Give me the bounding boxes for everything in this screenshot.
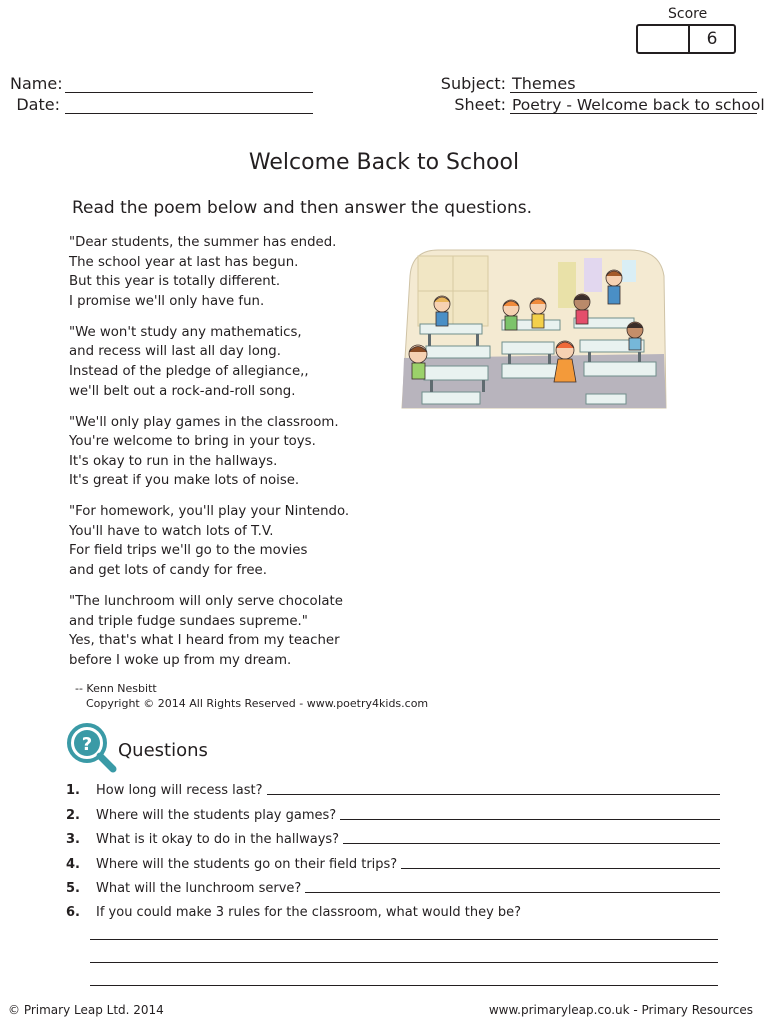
poem-line: and get lots of candy for free. <box>69 563 267 579</box>
poem-line: before I woke up from my dream. <box>69 652 292 668</box>
poem-line: "For homework, you'll play your Nintendo. <box>69 504 350 520</box>
name-field[interactable] <box>65 74 313 93</box>
question-text: If you could make 3 rules for the classroom, what would they be? <box>96 905 522 920</box>
poem-stanza <box>69 502 349 580</box>
poem-line: "We'll only play games in the classroom. <box>69 414 339 430</box>
poem-line: and triple fudge sundaes supreme." <box>69 613 308 629</box>
poem <box>69 233 349 682</box>
question-row <box>66 876 720 896</box>
questions-heading: Questions <box>118 740 208 761</box>
question-text: Where will the students play games? <box>96 808 337 823</box>
question-row <box>66 778 720 798</box>
score-label: Score <box>668 6 708 22</box>
poem-line: and recess will last all day long. <box>69 344 281 360</box>
poem-copyright: Copyright © 2014 All Rights Reserved - www.poetry4kids.com <box>86 697 429 710</box>
poem-line: You're welcome to bring in your toys. <box>69 434 316 450</box>
footer-website: www.primaryleap.co.uk - Primary Resources <box>488 1003 753 1017</box>
subject-value: Themes <box>512 74 576 93</box>
sheet-value: Poetry - Welcome back to school <box>512 96 765 114</box>
question-number: 3. <box>66 832 80 847</box>
score-box <box>636 24 736 54</box>
poem-stanza <box>69 323 349 401</box>
footer-copyright: © Primary Leap Ltd. 2014 <box>8 1003 164 1017</box>
answer-line[interactable] <box>340 819 720 820</box>
answer-line[interactable] <box>305 892 720 893</box>
poem-stanza <box>69 233 349 311</box>
instructions: Read the poem below and then answer the questions. <box>72 198 532 218</box>
score-empty-cell <box>638 26 690 52</box>
poem-line: I promise we'll only have fun. <box>69 293 265 309</box>
score-value: 6 <box>706 29 718 49</box>
poem-line: It's great if you make lots of noise. <box>69 473 300 489</box>
poem-line: "The lunchroom will only serve chocolate <box>69 594 343 610</box>
poem-line: But this year is totally different. <box>69 274 281 290</box>
answer-line[interactable] <box>401 868 720 869</box>
date-field[interactable] <box>65 95 313 114</box>
answer-line[interactable] <box>90 962 718 963</box>
poem-stanza <box>69 592 349 670</box>
question-text: What is it okay to do in the hallways? <box>96 832 340 847</box>
answer-line[interactable] <box>343 843 720 844</box>
magnifier-question-icon <box>66 722 118 774</box>
question-number: 6. <box>66 905 80 920</box>
svg-text:?: ? <box>81 734 93 755</box>
poem-line: we'll belt out a rock-and-roll song. <box>69 383 296 399</box>
question-row <box>66 827 720 847</box>
sheet-field <box>510 95 765 114</box>
question-number: 4. <box>66 857 80 872</box>
question-row <box>66 852 720 872</box>
poem-line: "Dear students, the summer has ended. <box>69 235 337 250</box>
poem-line: "We won't study any mathematics, <box>69 324 302 340</box>
question-row <box>66 900 720 920</box>
date-label: Date: <box>16 95 60 114</box>
question-number: 5. <box>66 881 80 896</box>
page-title: Welcome Back to School <box>248 150 520 175</box>
question-text: How long will recess last? <box>96 783 263 798</box>
question-row <box>66 803 720 823</box>
poem-line: Instead of the pledge of allegiance,, <box>69 363 309 379</box>
answer-line[interactable] <box>267 794 720 795</box>
question-text: What will the lunchroom serve? <box>96 881 302 896</box>
sheet-label: Sheet: <box>454 95 506 114</box>
poem-stanza <box>69 413 349 491</box>
classroom-illustration <box>398 246 670 412</box>
poem-line: It's okay to run in the hallways. <box>69 453 278 469</box>
answer-line[interactable] <box>90 939 718 940</box>
poem-line: The school year at last has begun. <box>69 254 299 270</box>
poem-line: You'll have to watch lots of T.V. <box>69 523 274 539</box>
poem-line: Yes, that's what I heard from my teacher <box>69 633 340 649</box>
question-number: 2. <box>66 808 80 823</box>
subject-field <box>510 74 757 93</box>
question-text: Where will the students go on their field trips? <box>96 857 398 872</box>
name-label: Name: <box>10 74 63 93</box>
question-number: 1. <box>66 783 80 798</box>
poem-author: -- Kenn Nesbitt <box>75 682 157 695</box>
subject-label: Subject: <box>440 74 506 93</box>
poem-line: For field trips we'll go to the movies <box>69 543 308 559</box>
answer-line[interactable] <box>90 985 718 986</box>
